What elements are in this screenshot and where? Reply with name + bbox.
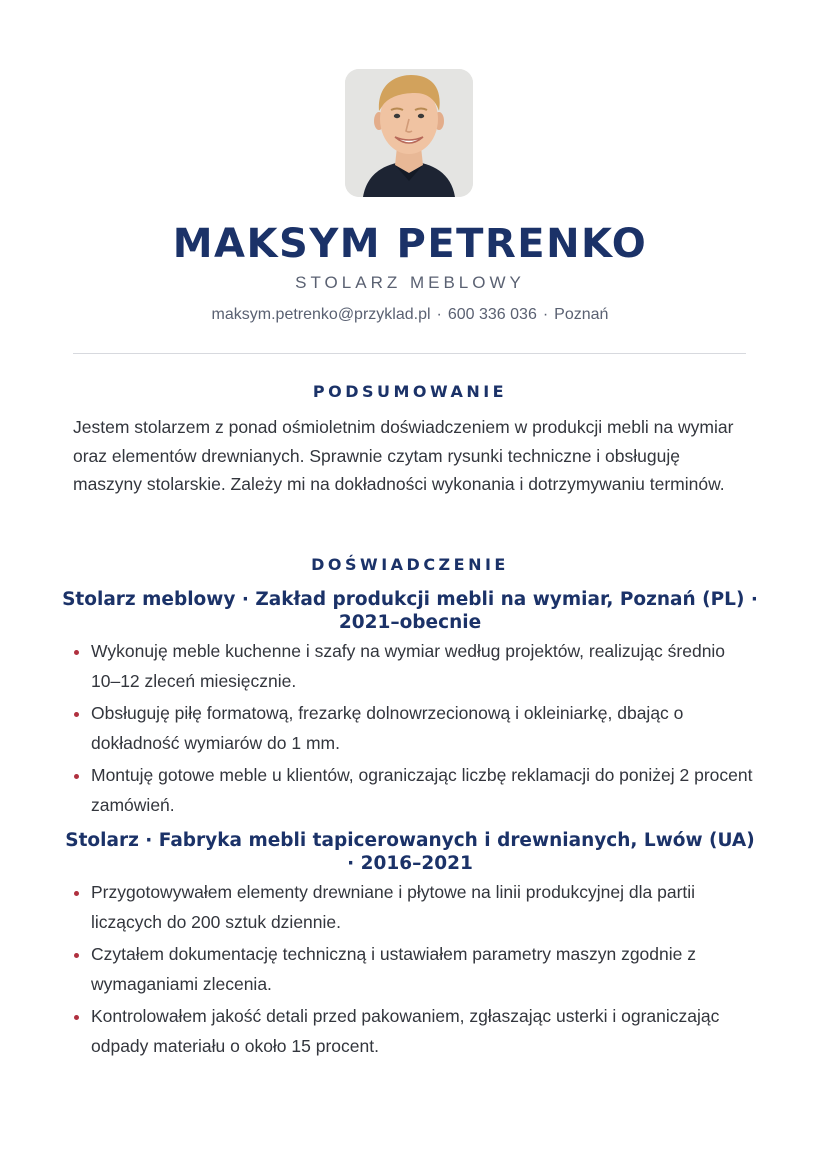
profile-photo [345,69,473,197]
contact-separator: · [542,306,549,323]
bullet-dot-icon [74,774,79,779]
bullet-dot-icon [74,712,79,717]
bullet-dot-icon [74,891,79,896]
summary-section-title: PODSUMOWANIE [312,382,508,401]
job-bullet [73,878,753,937]
contact-email[interactable]: maksym.petrenko@przyklad.pl [211,306,431,323]
job-bullet-text: Przygotowywałem elementy drewniane i płytowe na linii produkcyjnej dla partii liczących do 200 sztuk dziennie. [91,882,696,932]
job-bullet-list [73,878,753,1064]
contact-phone[interactable]: 600 336 036 [447,306,537,323]
contact-city: Poznań [554,306,609,323]
contact-line [0,304,820,326]
bullet-dot-icon [74,1015,79,1020]
job-heading: Stolarz meblowy · Zakład produkcji mebli na wymiar, Poznań (PL) · 2021–obecnie [62,589,758,633]
job-bullet-text: Kontrolowałem jakość detali przed pakowaniem, zgłaszając usterki i ograniczając odpady materiału o około 15 procent. [91,1006,720,1056]
job-bullet [73,699,753,758]
header-divider [73,353,746,354]
bullet-dot-icon [74,953,79,958]
job-bullet [73,637,753,696]
experience-section-title: DOŚWIADCZENIE [311,555,509,574]
summary-text: Jestem stolarzem z ponad ośmioletnim doświadczeniem w produkcji mebli na wymiar oraz elementów drewnianych. Sprawnie czytam rysunki techniczne i obsługuję maszyny stolarskie. Zależy mi na dokładności wykonania i dotrzymywaniu terminów. [73,417,734,494]
candidate-name: MAKSYM PETRENKO [172,221,648,267]
job-bullet [73,761,753,820]
job-heading: Stolarz · Fabryka mebli tapicerowanych i drewnianych, Lwów (UA) · 2016–2021 [65,830,755,874]
job-bullet [73,1002,753,1061]
profile-photo-illustration [345,69,473,197]
candidate-role: STOLARZ MEBLOWY [295,273,525,292]
job-bullet-text: Wykonuję meble kuchenne i szafy na wymiar według projektów, realizując średnio 10–12 zleceń miesięcznie. [91,641,726,691]
contact-separator: · [436,306,442,323]
job-bullet [73,940,753,999]
job-bullet-text: Montuję gotowe meble u klientów, ograniczając liczbę reklamacji do poniżej 2 procent zamówień. [91,765,753,815]
bullet-dot-icon [74,650,79,655]
job-bullet-text: Obsługuję piłę formatową, frezarkę dolnowrzecionową i okleiniarkę, dbając o dokładność wymiarów do 1 mm. [91,703,684,753]
job-bullet-list [73,637,753,823]
job-bullet-text: Czytałem dokumentację techniczną i ustawiałem parametry maszyn zgodnie z wymaganiami zlecenia. [91,944,696,994]
